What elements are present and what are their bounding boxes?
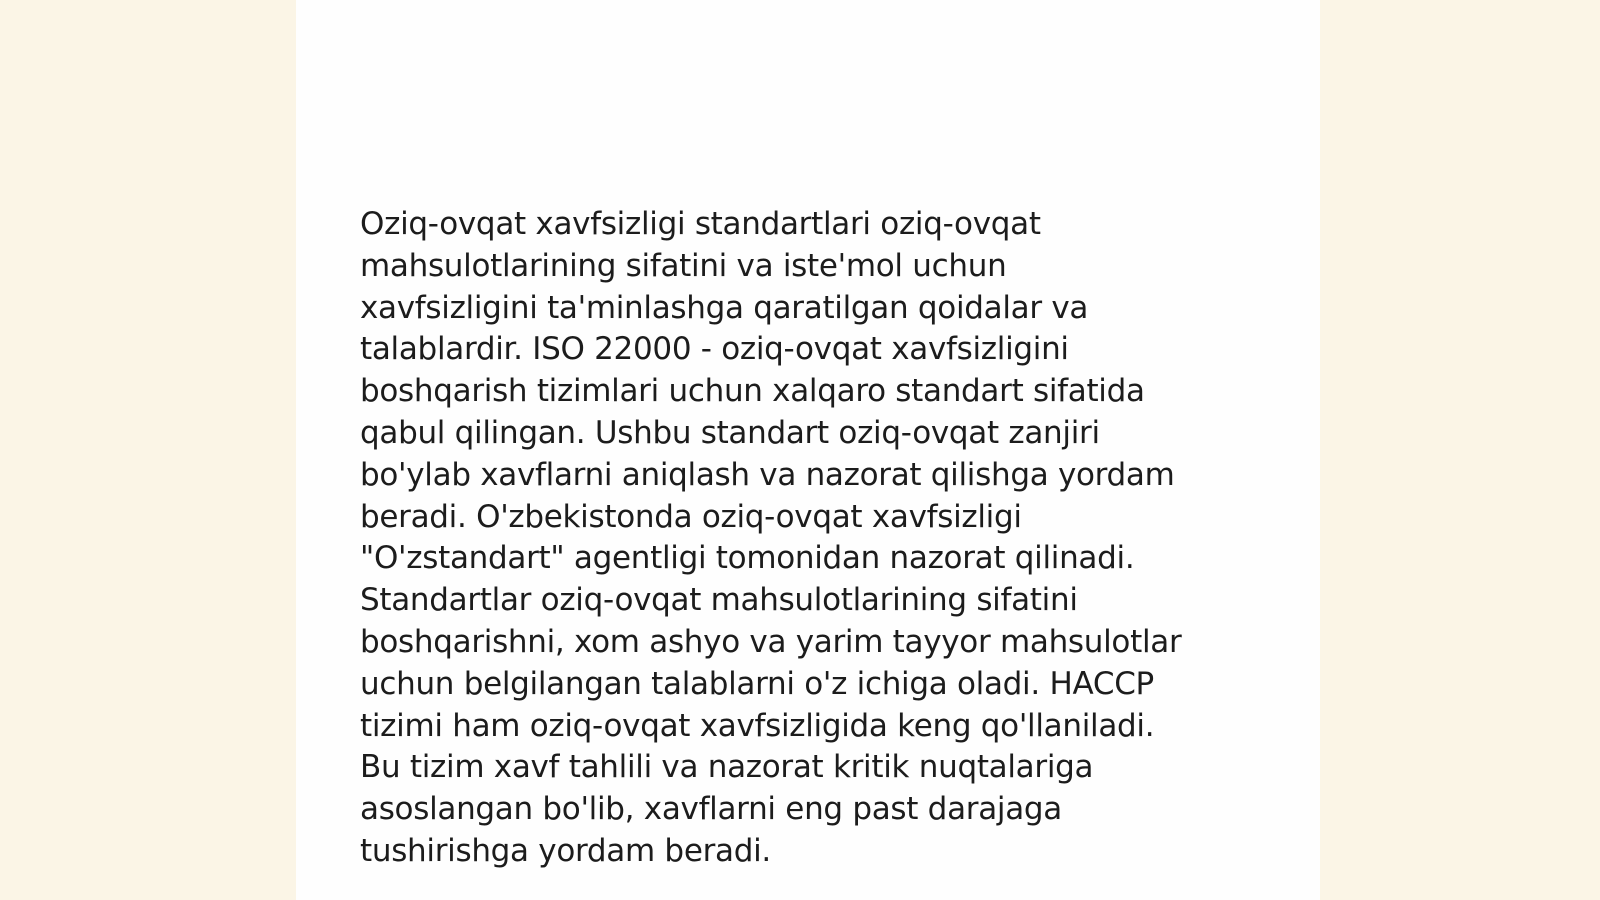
paragraph-line: Oziq-ovqat xavfsizligi standartlari oziq-ovqat [360, 206, 1041, 242]
paragraph-line: boshqarish tizimlari uchun xalqaro standart sifatida [360, 373, 1145, 410]
paragraph-line: talablardir. ISO 22000 - oziq-ovqat xavfsizligini [360, 331, 1069, 368]
paragraph-line: mahsulotlarining sifatini va iste'mol uchun [360, 247, 1007, 284]
document-page [296, 0, 1320, 900]
paragraph-line: uchun belgilangan talablarni o'z ichiga oladi. HACCP [360, 665, 1154, 702]
paragraph-line: "O'zstandart" agentligi tomonidan nazorat qilinadi. [360, 540, 1135, 577]
paragraph-line: Standartlar oziq-ovqat mahsulotlarining sifatini [360, 582, 1078, 619]
paragraph-line: bo'ylab xavflarni aniqlash va nazorat qilishga yordam [360, 456, 1175, 493]
paragraph-line: Bu tizim xavf tahlili va nazorat kritik nuqtalariga [360, 749, 1094, 786]
body-paragraph [360, 204, 1260, 873]
paragraph-line: tushirishga yordam beradi. [360, 832, 771, 869]
paragraph-line: tizimi ham oziq-ovqat xavfsizligida keng qo'llaniladi. [360, 707, 1155, 744]
paragraph-line: asoslangan bo'lib, xavflarni eng past darajaga [360, 791, 1062, 828]
paragraph-line: boshqarishni, xom ashyo va yarim tayyor mahsulotlar [360, 623, 1182, 660]
paragraph-line: xavfsizligini ta'minlashga qaratilgan qoidalar va [360, 289, 1089, 326]
paragraph-line: qabul qilingan. Ushbu standart oziq-ovqat zanjiri [360, 414, 1100, 451]
paragraph-line: beradi. O'zbekistonda oziq-ovqat xavfsizligi [360, 498, 1022, 535]
